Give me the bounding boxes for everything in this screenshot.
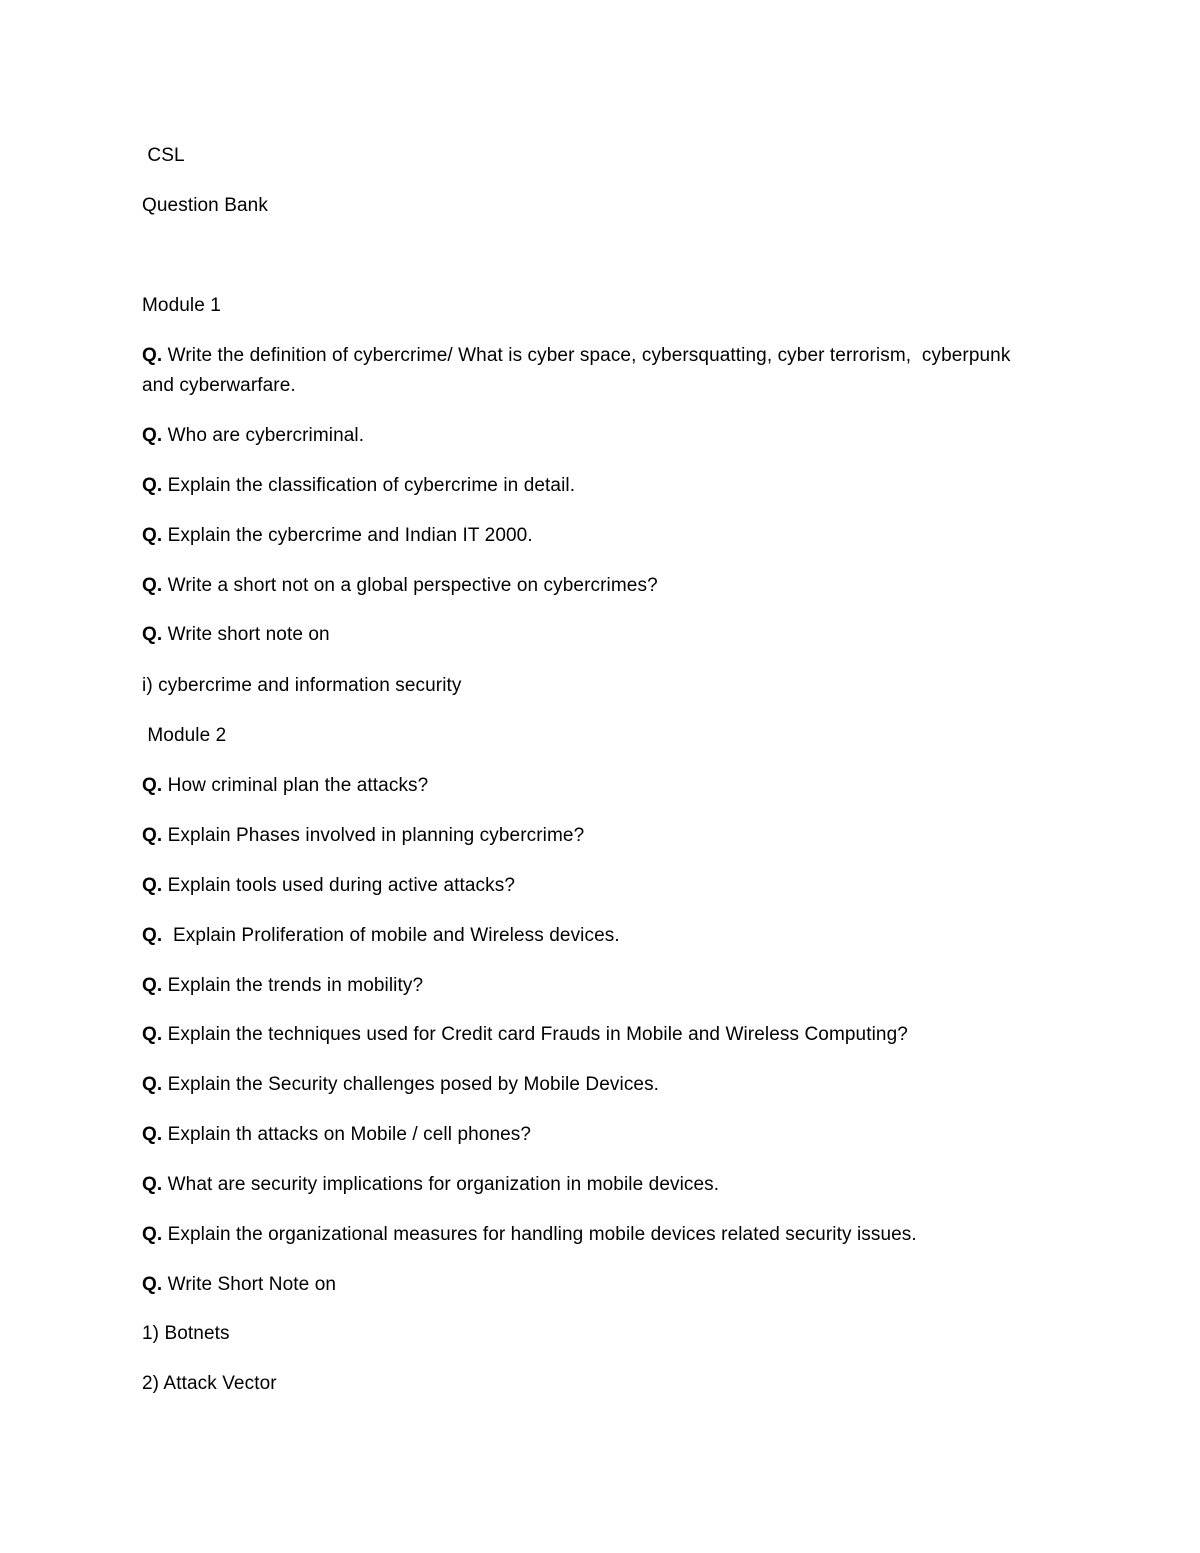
question-text: Explain Proliferation of mobile and Wireless devices.: [162, 925, 620, 946]
question-label: Q.: [142, 575, 163, 596]
question-text: Explain the classification of cybercrime in detail.: [162, 475, 576, 496]
question-text: Explain tools used during active attacks?: [162, 875, 515, 896]
question-item: [142, 524, 533, 548]
question-item: [142, 1173, 719, 1197]
sub-item: 1) Botnets: [142, 1323, 230, 1344]
question-item: [142, 474, 575, 498]
question-label: Q.: [142, 925, 163, 946]
question-item: [142, 824, 584, 848]
question-text-continuation: and cyberwarfare.: [142, 375, 296, 396]
question-text: Explain the cybercrime and Indian IT 2000.: [162, 525, 533, 546]
module-1-heading: Module 1: [142, 295, 221, 316]
question-item: [142, 623, 330, 647]
question-text: Write Short Note on: [162, 1274, 337, 1295]
question-item: [142, 344, 1010, 368]
question-label: Q.: [142, 1174, 163, 1195]
question-text: Who are cybercriminal.: [162, 425, 365, 446]
question-label: Q.: [142, 425, 163, 446]
question-label: Q.: [142, 825, 163, 846]
question-text: Write a short not on a global perspective on cybercrimes?: [162, 575, 658, 596]
question-label: Q.: [142, 1224, 163, 1245]
question-item: [142, 774, 428, 798]
question-item: [142, 1223, 917, 1247]
question-item: [142, 924, 620, 948]
question-label: Q.: [142, 1124, 163, 1145]
sub-item: 2) Attack Vector: [142, 1373, 277, 1394]
question-label: Q.: [142, 624, 163, 645]
document-title: CSL: [142, 145, 185, 166]
question-item: [142, 1023, 908, 1047]
question-label: Q.: [142, 1074, 163, 1095]
question-text: What are security implications for organization in mobile devices.: [162, 1174, 720, 1195]
question-item: [142, 574, 658, 598]
document-subtitle: Question Bank: [142, 195, 268, 216]
question-label: Q.: [142, 345, 163, 366]
question-text: How criminal plan the attacks?: [162, 775, 429, 796]
question-label: Q.: [142, 475, 163, 496]
question-text: Explain the organizational measures for handling mobile devices related security issues.: [162, 1224, 917, 1245]
question-label: Q.: [142, 525, 163, 546]
question-label: Q.: [142, 1274, 163, 1295]
question-item: [142, 424, 364, 448]
question-item: [142, 1073, 659, 1097]
question-label: Q.: [142, 775, 163, 796]
question-text: Explain the trends in mobility?: [162, 975, 424, 996]
module-2-heading: Module 2: [142, 725, 227, 746]
question-label: Q.: [142, 1024, 163, 1045]
question-item: [142, 874, 515, 898]
question-item: [142, 1123, 531, 1147]
question-item: [142, 974, 423, 998]
question-label: Q.: [142, 875, 163, 896]
question-text: Write short note on: [162, 624, 330, 645]
question-text: Explain the Security challenges posed by Mobile Devices.: [162, 1074, 660, 1095]
question-text: Explain the techniques used for Credit card Frauds in Mobile and Wireless Computing?: [162, 1024, 908, 1045]
question-text: Explain Phases involved in planning cybercrime?: [162, 825, 585, 846]
question-text: Write the definition of cybercrime/ What is cyber space, cybersquatting, cyber terrorism, cyberpunk: [162, 345, 1011, 366]
sub-item: i) cybercrime and information security: [142, 675, 462, 696]
question-text: Explain th attacks on Mobile / cell phones?: [162, 1124, 532, 1145]
question-item: [142, 1273, 336, 1297]
question-label: Q.: [142, 975, 163, 996]
